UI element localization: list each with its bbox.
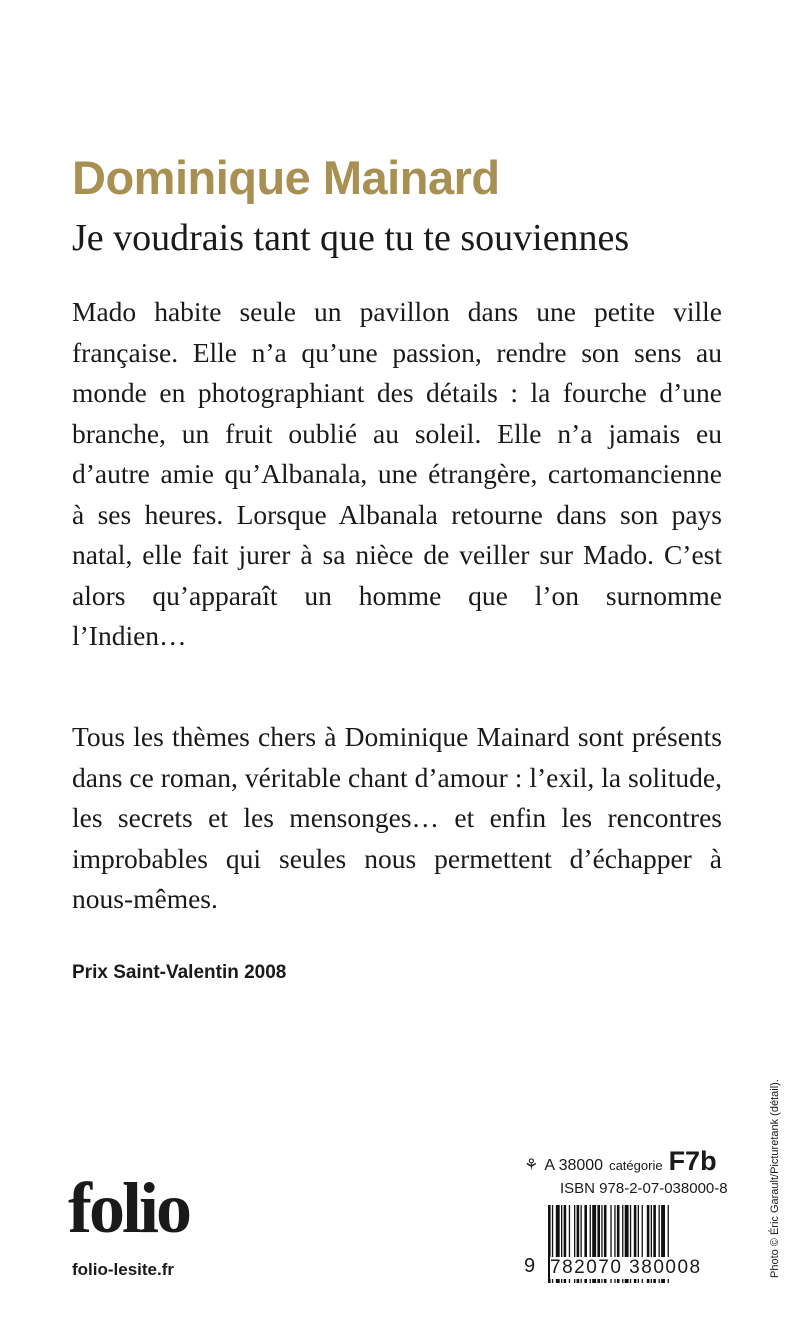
folio-logo: folio: [68, 1168, 189, 1248]
book-title: Je voudrais tant que tu te souviennes: [72, 217, 630, 259]
prize-label: Prix Saint-Valentin 2008: [72, 962, 287, 983]
photo-credit: Photo © Éric Garault/Picturetank (détail).: [769, 1079, 781, 1278]
price-code: A 38000: [544, 1157, 604, 1174]
price-category-line: [524, 1146, 717, 1177]
isbn: ISBN 978-2-07-038000-8: [560, 1180, 728, 1197]
category-label: catégorie: [609, 1158, 663, 1173]
category-code: F7b: [668, 1146, 717, 1176]
flower-icon: ⚘: [524, 1157, 539, 1174]
barcode-first-digit: 9: [524, 1255, 536, 1277]
author-name: Dominique Mainard: [72, 151, 500, 204]
summary-paragraph-2: Tous les thèmes chers à Dominique Mainard sont présents dans ce roman, véritable chant d’amour : l’exil, la solitude, les secrets et les mensonges… et enfin les rencontres improbables qui seules nous permettent d’échapper à nous-mêmes.: [72, 721, 722, 914]
barcode: [524, 1205, 724, 1285]
summary-paragraph-1: Mado habite seule un pavillon dans une petite ville française. Elle n’a qu’une passion, rendre son sens au monde en photographiant des détails : la fourche d’une branche, un fruit oublié au soleil. Elle n’a jamais eu d’autre amie qu’Albanala, une étrangère, cartomancienne à ses heures. Lorsque Albanala retourne dans son pays natal, elle fait jurer à sa nièce de veiller sur Mado. C’est alors qu’apparaît un homme que l’on surnomme l’Indien…: [72, 296, 722, 651]
publisher-website[interactable]: folio-lesite.fr: [72, 1260, 175, 1279]
barcode-digits: 782070 380008: [550, 1257, 722, 1279]
